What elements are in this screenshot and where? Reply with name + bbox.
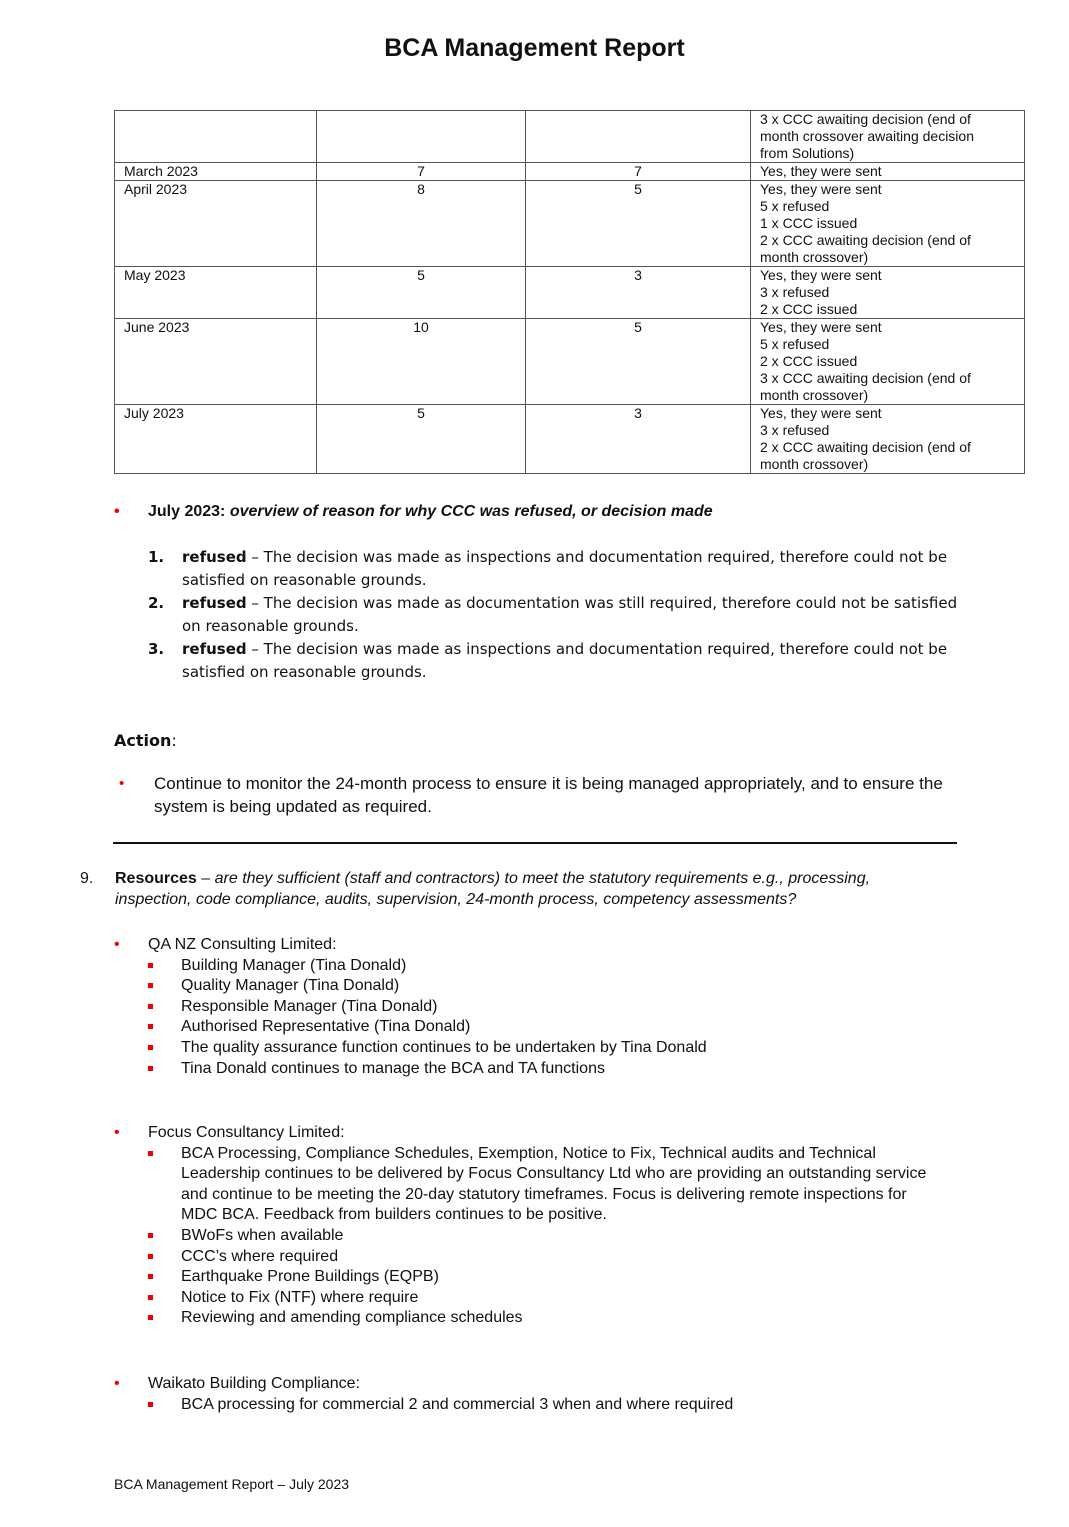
- bullet-icon: •: [114, 1375, 120, 1392]
- list-item: [181, 1395, 934, 1416]
- action-heading-colon: :: [171, 731, 177, 750]
- note-line: month crossover): [760, 249, 869, 265]
- item-text: – The decision was made as documentation was still required, therefore could not be satisfied on reasonable grounds.: [182, 594, 958, 635]
- bullet-icon: •: [119, 775, 125, 792]
- table-row: [115, 405, 1025, 474]
- note-line: Yes, they were sent: [760, 267, 882, 283]
- note-line: 3 x CCC awaiting decision (end of: [760, 370, 971, 386]
- page-footer: BCA Management Report – July 2023: [114, 1476, 350, 1492]
- square-bullet-icon: [148, 1233, 153, 1238]
- square-bullet-icon: [148, 963, 153, 968]
- list-item: [181, 976, 934, 997]
- cell-col2: 8: [317, 181, 526, 267]
- note-line: 2 x CCC awaiting decision (end of: [760, 439, 971, 455]
- cell-col2: 10: [317, 319, 526, 405]
- square-bullet-icon: [148, 1315, 153, 1320]
- list-item: [148, 592, 978, 638]
- square-bullet-icon: [148, 983, 153, 988]
- cell-month: July 2023: [115, 405, 317, 474]
- list-item: [148, 546, 978, 592]
- item-text: Reviewing and amending compliance schedules: [181, 1309, 523, 1327]
- group-name: QA NZ Consulting Limited:: [148, 936, 337, 953]
- note-line: month crossover): [760, 387, 869, 403]
- item-label: refused: [182, 594, 247, 612]
- item-number: 1.: [148, 548, 165, 566]
- note-line: Yes, they were sent: [760, 181, 882, 197]
- square-bullet-icon: [148, 1066, 153, 1071]
- cell-month: [115, 111, 317, 163]
- list-item: [181, 1017, 934, 1038]
- section-heading: [115, 868, 940, 910]
- item-text: The quality assurance function continues to be undertaken by Tina Donald: [181, 1038, 707, 1056]
- item-text: Responsible Manager (Tina Donald): [181, 997, 438, 1015]
- bullet-icon: •: [114, 936, 120, 953]
- list-item: [181, 997, 934, 1018]
- cell-month: April 2023: [115, 181, 317, 267]
- cell-col2: [317, 111, 526, 163]
- cell-col3: 3: [526, 405, 751, 474]
- square-bullet-icon: [148, 1004, 153, 1009]
- square-bullet-icon: [148, 1402, 153, 1407]
- cell-col2: 5: [317, 267, 526, 319]
- cell-col3: 7: [526, 163, 751, 181]
- note-line: 5 x refused: [760, 198, 830, 214]
- note-line: month crossover awaiting decision: [760, 128, 974, 144]
- item-text: BCA Processing, Compliance Schedules, Exemption, Notice to Fix, Technical audits and Technical Leadership continues to be delivered by Focus Consultancy Ltd who are providing an outstanding service and continue to be meeting the 20-day statutory timeframes. Focus is delivering remote inspections for MDC BCA. Feedback from builders continues to be positive.: [181, 1144, 927, 1224]
- note-line: 1 x CCC issued: [760, 215, 858, 231]
- note-line: 5 x refused: [760, 336, 830, 352]
- item-text: CCC’s where required: [181, 1247, 339, 1265]
- item-text: Notice to Fix (NTF) where require: [181, 1288, 419, 1306]
- reasons-list: [148, 546, 978, 684]
- table-row: [115, 111, 1025, 163]
- item-label: refused: [182, 548, 247, 566]
- item-text: Earthquake Prone Buildings (EQPB): [181, 1268, 439, 1286]
- cell-notes: [751, 111, 1025, 163]
- note-line: 2 x CCC awaiting decision (end of: [760, 232, 971, 248]
- cell-notes: [751, 405, 1025, 474]
- section-divider: [113, 842, 957, 844]
- square-bullet-icon: [148, 1254, 153, 1259]
- square-bullet-icon: [148, 1045, 153, 1050]
- list-item: [181, 1288, 934, 1309]
- item-label: refused: [182, 640, 247, 658]
- note-line: from Solutions): [760, 145, 855, 161]
- list-item: [148, 638, 978, 684]
- note-line: 2 x CCC issued: [760, 301, 858, 317]
- list-item: [181, 1059, 934, 1080]
- cell-notes: [751, 163, 1025, 181]
- cell-month: June 2023: [115, 319, 317, 405]
- resource-group-focus: [114, 1123, 934, 1329]
- note-line: Yes, they were sent: [760, 163, 882, 179]
- note-line: 3 x refused: [760, 422, 830, 438]
- item-text: Authorised Representative (Tina Donald): [181, 1018, 471, 1036]
- note-line: Yes, they were sent: [760, 405, 882, 421]
- section-question: – are they sufficient (staff and contractors) to meet the statutory requirements e.g., processing, inspection, code compliance, audits, supervision, 24-month process, competency assessments?: [115, 870, 871, 908]
- square-bullet-icon: [148, 1024, 153, 1029]
- cell-notes: [751, 181, 1025, 267]
- section-label: Resources: [115, 870, 197, 887]
- square-bullet-icon: [148, 1151, 153, 1156]
- table-row: [115, 267, 1025, 319]
- list-item: [181, 1267, 934, 1288]
- cell-month: March 2023: [115, 163, 317, 181]
- page-title: BCA Management Report: [384, 34, 685, 62]
- table-row: [115, 319, 1025, 405]
- note-line: Yes, they were sent: [760, 319, 882, 335]
- cell-notes: [751, 267, 1025, 319]
- table-row: [115, 181, 1025, 267]
- item-text: Tina Donald continues to manage the BCA and TA functions: [181, 1059, 605, 1077]
- group-items: [114, 1144, 934, 1329]
- cell-col2: 7: [317, 163, 526, 181]
- action-item-text: Continue to monitor the 24-month process to ensure it is being managed appropriately, and to ensure the system is being updated as required.: [154, 774, 943, 816]
- group-name: Focus Consultancy Limited:: [148, 1124, 345, 1141]
- list-item: [181, 1308, 934, 1329]
- cell-col2: 5: [317, 405, 526, 474]
- item-text: – The decision was made as inspections and documentation required, therefore could not be satisfied on reasonable grounds.: [182, 640, 948, 681]
- reasons-heading: [114, 503, 713, 521]
- item-text: BWoFs when available: [181, 1226, 344, 1244]
- table-row: [115, 163, 1025, 181]
- group-name: Waikato Building Compliance:: [148, 1375, 360, 1392]
- cell-col3: 3: [526, 267, 751, 319]
- cell-col3: 5: [526, 181, 751, 267]
- section-number: 9.: [80, 870, 94, 887]
- list-item: [181, 1226, 934, 1247]
- action-heading: [114, 731, 177, 750]
- section-9: [80, 868, 940, 910]
- bullet-icon: •: [114, 1124, 120, 1141]
- cell-col3: 5: [526, 319, 751, 405]
- list-item: [181, 1144, 934, 1226]
- item-text: – The decision was made as inspections and documentation required, therefore could not be satisfied on reasonable grounds.: [182, 548, 948, 589]
- note-line: 2 x CCC issued: [760, 353, 858, 369]
- group-items: [114, 956, 934, 1080]
- list-item: [181, 1038, 934, 1059]
- list-item: [181, 956, 934, 977]
- note-line: 3 x refused: [760, 284, 830, 300]
- note-line: 3 x CCC awaiting decision (end of: [760, 111, 971, 127]
- list-item: [181, 1247, 934, 1268]
- item-text: BCA processing for commercial 2 and commercial 3 when and where required: [181, 1395, 734, 1413]
- cell-col3: [526, 111, 751, 163]
- item-number: 2.: [148, 594, 165, 612]
- bullet-icon: •: [114, 503, 120, 520]
- item-text: Building Manager (Tina Donald): [181, 956, 407, 974]
- reasons-heading-prefix: July 2023:: [148, 503, 226, 520]
- resource-group-waikato: [114, 1374, 934, 1415]
- group-items: [114, 1395, 934, 1416]
- resource-group-qa-nz: [114, 935, 934, 1079]
- square-bullet-icon: [148, 1295, 153, 1300]
- square-bullet-icon: [148, 1274, 153, 1279]
- reasons-heading-text: overview of reason for why CCC was refused, or decision made: [229, 503, 713, 520]
- action-heading-label: Action: [114, 731, 172, 750]
- cell-month: May 2023: [115, 267, 317, 319]
- item-text: Quality Manager (Tina Donald): [181, 977, 400, 995]
- cell-notes: [751, 319, 1025, 405]
- item-number: 3.: [148, 640, 165, 658]
- ccc-table: [114, 110, 1025, 474]
- note-line: month crossover): [760, 456, 869, 472]
- action-item: [114, 772, 944, 818]
